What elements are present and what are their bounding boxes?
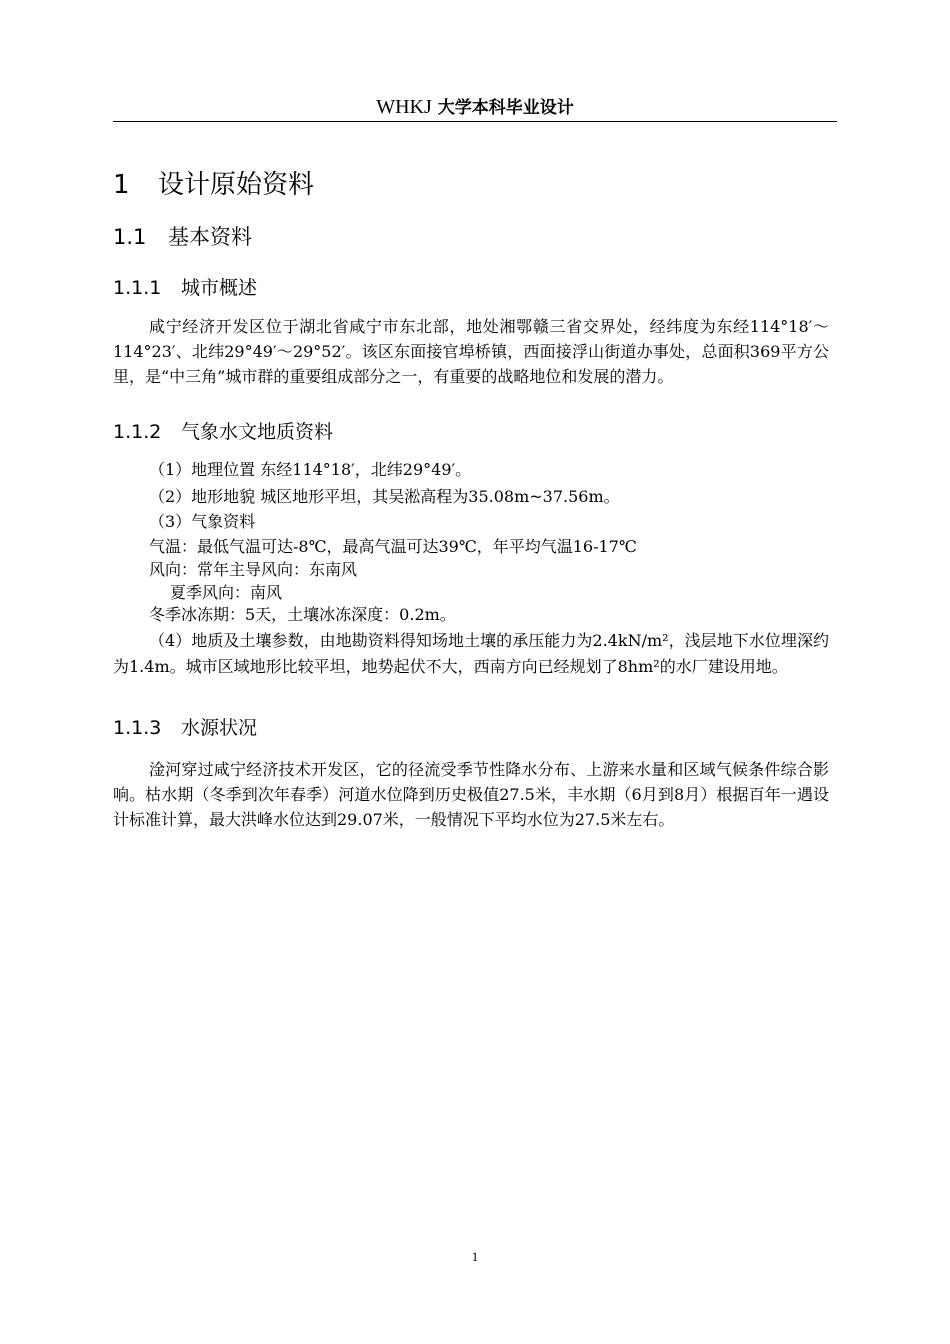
subsection-heading-1-1-1 <box>113 274 257 302</box>
header-divider <box>113 121 837 122</box>
chapter-title: 设计原始资料 <box>158 170 315 200</box>
item-geographic-location: （1）地理位置 东经114°18′，北纬29°49′。 <box>149 460 472 479</box>
item-climate-heading: （3）气象资料 <box>149 512 256 531</box>
subsection-title: 水源状况 <box>181 717 258 739</box>
header-school-code: WHKJ <box>376 96 432 118</box>
geology-paragraph: （4）地质及土壤参数，由地勘资料得知场地土壤的承压能力为2.4kN/m²，浅层地下水位埋深约为1.4m。城市区域地形比较平坦，地势起伏不大，西南方向已经规划了8hm²的水厂建设用地。 <box>113 631 829 676</box>
subsection-heading-1-1-3 <box>113 714 257 742</box>
chapter-number: 1 <box>113 170 130 200</box>
subsection-number: 1.1.1 <box>113 277 162 299</box>
city-overview-paragraph: 咸宁经济开发区位于湖北省咸宁市东北部，地处湘鄂赣三省交界处，经纬度为东经114°18′～114°23′、北纬29°49′～29°52′。该区东面接官埠桥镇，西面接浮山街道办事处，总面积369平方公里，是“中三角”城市群的重要组成部分之一，有重要的战略地位和发展的潜力。 <box>113 317 829 386</box>
item-frost-period: 冬季冰冻期：5天，土壤冰冻深度：0.2m。 <box>149 605 456 624</box>
water-source-paragraph: 淦河穿过咸宁经济技术开发区，它的径流受季节性降水分布、上游来水量和区域气候条件综合影响。枯水期（冬季到次年春季）河道水位降到历史极值27.5米，丰水期（6月到8月）根据百年一遇设计标准计算，最大洪峰水位达到29.07米，一般情况下平均水位为27.5米左右。 <box>113 760 829 829</box>
subsection-number: 1.1.2 <box>113 421 162 443</box>
chapter-heading <box>113 167 314 203</box>
subsection-title: 气象水文地质资料 <box>181 421 334 443</box>
subsection-heading-1-1-2 <box>113 418 333 446</box>
item-summer-wind: 夏季风向：南风 <box>170 583 283 602</box>
section-heading-1-1 <box>113 222 252 252</box>
page-number: 1 <box>471 1249 479 1264</box>
page-header <box>113 94 837 120</box>
item-wind-direction: 风向：常年主导风向：东南风 <box>149 560 358 579</box>
item-temperature: 气温：最低气温可达-8℃，最高气温可达39℃，年平均气温16-17℃ <box>149 537 637 556</box>
section-number: 1.1 <box>113 225 147 249</box>
item-terrain: （2）地形地貌 城区地形平坦，其吴淞高程为35.08m~37.56m。 <box>149 487 620 506</box>
header-title: 大学本科毕业设计 <box>437 98 574 118</box>
subsection-title: 城市概述 <box>181 277 258 299</box>
subsection-number: 1.1.3 <box>113 717 162 739</box>
section-title: 基本资料 <box>168 225 252 249</box>
